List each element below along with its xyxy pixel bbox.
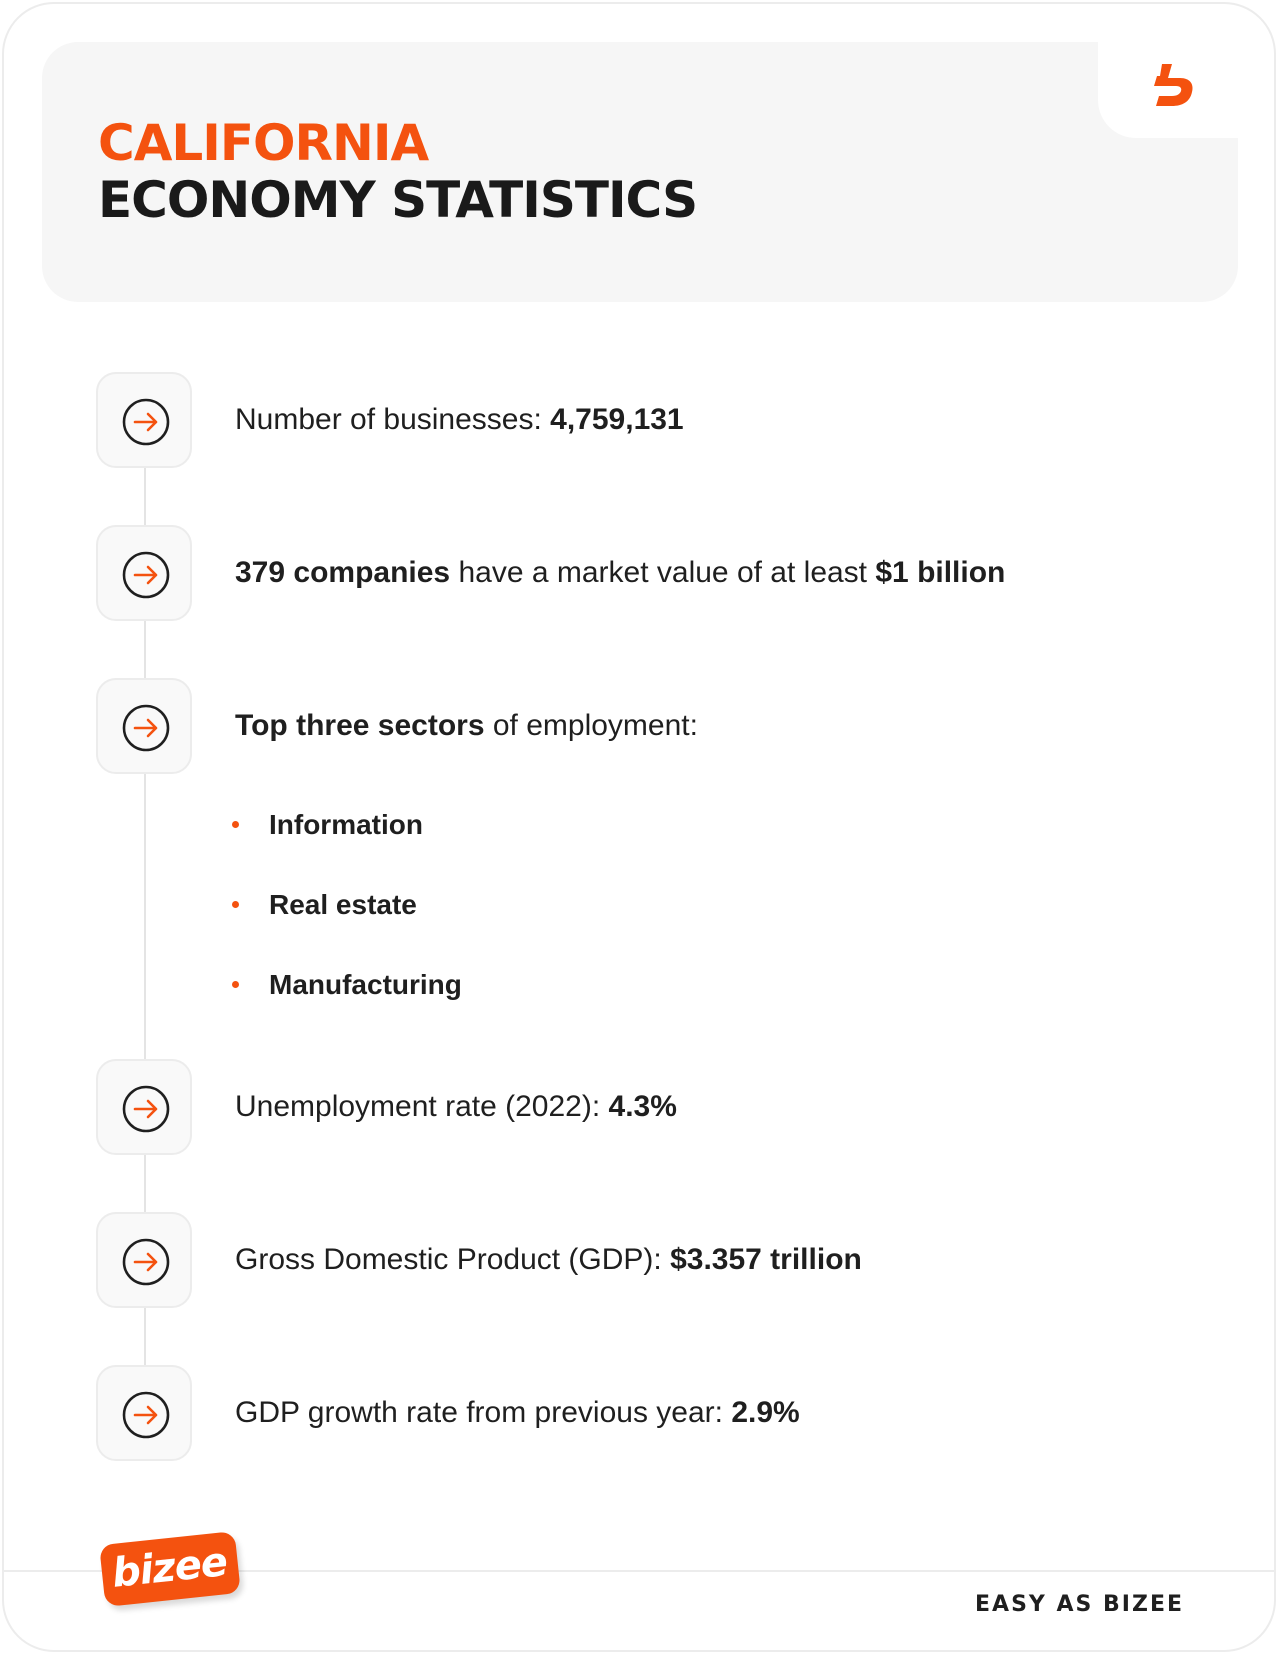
stat-icon-box: [96, 678, 192, 774]
sector-list-item: Manufacturing: [232, 967, 462, 1003]
stat-gdp-growth-rate: GDP growth rate from previous year: 2.9%: [235, 1396, 800, 1429]
bullet-dot: [232, 821, 239, 828]
footer-tagline: EASY AS BIZEE: [975, 1592, 1184, 1617]
stat-icon-box: [96, 525, 192, 621]
bizee-logo-text: bizee: [109, 1539, 229, 1597]
stat-icon-box: [96, 1059, 192, 1155]
bullet-dot: [232, 981, 239, 988]
bullet-dot: [232, 901, 239, 908]
stat-icon-box: [96, 372, 192, 468]
stat-icon-box: [96, 1212, 192, 1308]
stat-icon-box: [96, 1365, 192, 1461]
arrow-right-circle-icon: [121, 397, 171, 447]
arrow-right-circle-icon: [121, 1084, 171, 1134]
stat-number-of-businesses: Number of businesses: 4,759,131: [235, 403, 684, 436]
bizee-logo: [98, 1532, 248, 1612]
title-state: CALIFORNIA: [98, 114, 429, 172]
arrow-right-circle-icon: [121, 703, 171, 753]
stat-top-sectors: Top three sectors of employment:: [235, 709, 698, 742]
bizee-b-mark-icon: [1152, 62, 1196, 108]
title-subject: ECONOMY STATISTICS: [98, 171, 698, 229]
arrow-right-circle-icon: [121, 1237, 171, 1287]
arrow-right-circle-icon: [121, 1390, 171, 1440]
arrow-right-circle-icon: [121, 550, 171, 600]
sector-list-item: Real estate: [232, 887, 417, 923]
stat-billion-dollar-companies: 379 companies have a market value of at least $1 billion: [235, 556, 1006, 589]
stat-unemployment-rate: Unemployment rate (2022): 4.3%: [235, 1090, 677, 1123]
sector-list-item: Information: [232, 807, 423, 843]
stat-gdp: Gross Domestic Product (GDP): $3.357 trillion: [235, 1243, 862, 1276]
